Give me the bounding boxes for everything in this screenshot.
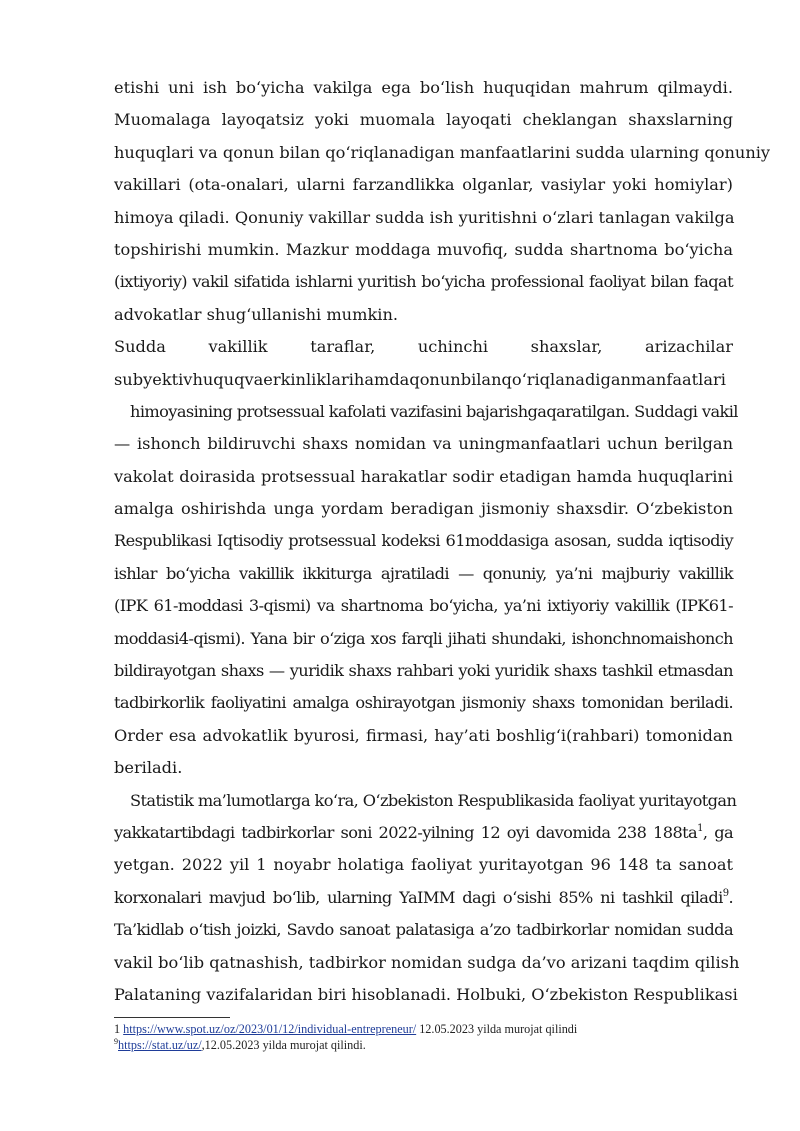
body-line: beriladi. <box>114 758 183 778</box>
footnote-link[interactable]: https://www.spot.uz/oz/2023/01/12/individual-entrepreneur/ <box>123 1022 417 1036</box>
body-line-with-footnote <box>114 882 733 914</box>
body-line: himoya qiladi. Qonuniy vakillar sudda ish yuritishni o‘zlari tanlagan vakilga <box>114 207 735 227</box>
body-line: vakil bo‘lib qatnashish, tadbirkor nomidan sudga da’vo arizani taqdim qilish <box>114 952 740 972</box>
footnote-number: 9 <box>114 1037 118 1046</box>
body-line-text: . <box>728 887 733 907</box>
body-line: advokatlar shug‘ullanishi mumkin. <box>114 304 399 324</box>
body-line-with-footnote <box>114 817 733 849</box>
footnote-number: 1 <box>114 1022 121 1036</box>
footnote-link[interactable]: https://stat.uz/uz/ <box>118 1038 202 1052</box>
body-line: topshirishi mumkin. Mazkur moddaga muvofiq, sudda shartnoma bo‘yicha <box>114 239 733 259</box>
footnote-1 <box>114 1021 734 1037</box>
body-line: etishi uni ish bo‘yicha vakilga ega bo‘lish huquqidan mahrum qilmaydi. <box>114 78 733 97</box>
body-line: yetgan. 2022 yil 1 noyabr holatiga faoliyat yuritayotgan 96 148 ta sanoat <box>114 855 733 875</box>
footnote-9 <box>114 1037 734 1053</box>
body-line: (ixtiyoriy) vakil sifatida ishlarni yuritish bo‘yicha professional faoliyat bilan faqat <box>114 272 733 292</box>
body-line: vakolat doirasida protsessual harakatlar sodir etadigan hamda huquqlarini <box>114 466 733 486</box>
body-line: Order esa advokatlik byurosi, firmasi, hay’ati boshlig‘i(rahbari) tomonidan <box>114 725 733 745</box>
body-line: Palataning vazifalaridan biri hisoblanadi. Holbuki, O‘zbekiston Respublikasi <box>114 984 738 1004</box>
body-line-text: korxonalari mavjud bo‘lib, ularning YaIMM dagi o‘sishi 85% ni tashkil qiladi <box>114 887 723 907</box>
body-line-text: , ga <box>702 822 734 842</box>
body-line: bildirayotgan shaxs — yuridik shaxs rahbari yoki yuridik shaxs tashkil etmasdan <box>114 661 733 681</box>
body-line: (IPK 61-moddasi 3-qismi) va shartnoma bo‘yicha, ya’ni ixtiyoriy vakillik (IPK61- <box>114 596 733 616</box>
footnote-ref: 9 <box>722 887 729 899</box>
body-line: subyektivhuquqvaerkinliklarihamdaqonunbilanqo‘riqlanadiganmanfaatlari <box>114 369 726 389</box>
footnote-text: 12.05.2023 yilda murojat qilindi <box>416 1022 578 1036</box>
body-line: amalga oshirishda unga yordam beradigan jismoniy shaxsdir. O‘zbekiston <box>114 499 733 519</box>
body-line: himoyasining protsessual kafolati vazifasini bajarishgaqaratilgan. Suddagi vakil <box>130 401 738 421</box>
footnote-ref: 1 <box>697 822 703 834</box>
footnote-separator <box>114 1017 230 1018</box>
body-line: ishlar bo‘yicha vakillik ikkiturga ajratiladi — qonuniy, ya’ni majburiy vakillik <box>114 563 733 583</box>
body-line: Respublikasi Iqtisodiy protsessual kodeksi 61moddasiga asosan, sudda iqtisodiy <box>114 531 733 551</box>
body-line: — ishonch bildiruvchi shaxs nomidan va uningmanfaatlari uchun berilgan <box>114 434 733 454</box>
document-body <box>114 72 771 1011</box>
body-line: Sudda vakillik taraflar, uchinchi shaxslar, arizachilar <box>114 337 733 357</box>
footnote-text: ,12.05.2023 yilda murojat qilindi. <box>201 1038 366 1052</box>
body-line-text: yakkatartibdagi tadbirkorlar soni 2022-yilning 12 oyi davomida 238 188ta <box>114 822 698 842</box>
body-line: Statistik ma’lumotlarga ko‘ra, O‘zbekiston Respublikasida faoliyat yuritayotgan <box>130 790 737 810</box>
body-line: huquqlari va qonun bilan qo‘riqlanadigan manfaatlarini sudda ularning qonuniy <box>114 142 771 162</box>
footnotes <box>114 1021 734 1053</box>
body-line: vakillari (ota-onalari, ularni farzandlikka olganlar, vasiylar yoki homiylar) <box>114 175 733 195</box>
body-line: Muomalaga layoqatsiz yoki muomala layoqati cheklangan shaxslarning <box>114 110 733 130</box>
body-line: Ta’kidlab o‘tish joizki, Savdo sanoat palatasiga a’zo tadbirkorlar nomidan sudda <box>114 920 733 940</box>
body-line: moddasi4-qismi). Yana bir o‘ziga xos farqli jihati shundaki, ishonchnomaishonch <box>114 628 733 648</box>
body-line: tadbirkorlik faoliyatini amalga oshirayotgan jismoniy shaxs tomonidan beriladi. <box>114 693 733 713</box>
